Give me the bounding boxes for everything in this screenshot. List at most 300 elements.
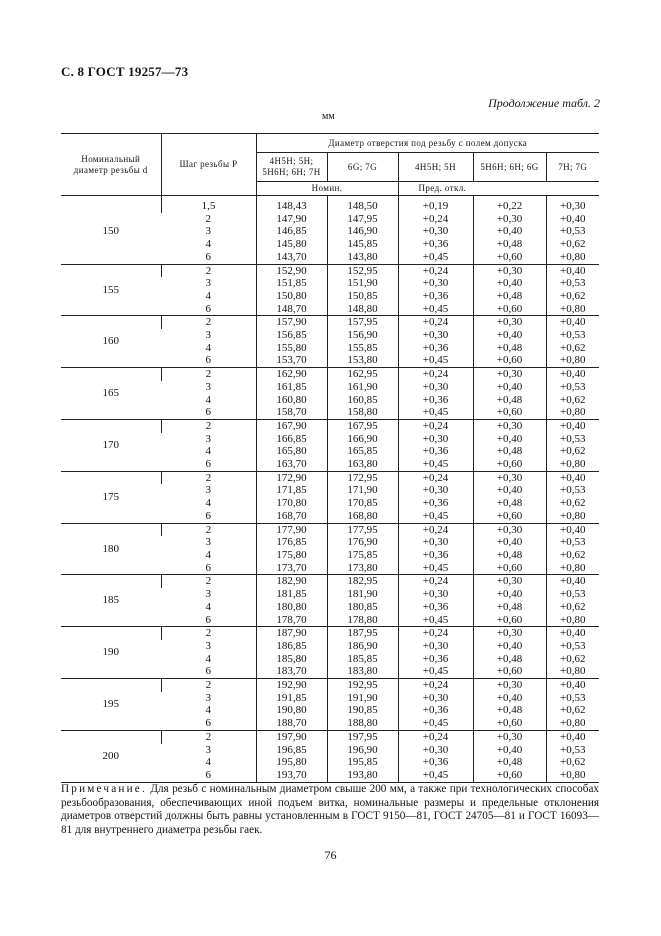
- cell-c: +0,30: [398, 536, 473, 549]
- nominal-diameter-cell: 200: [61, 730, 161, 782]
- cell-e: +0,80: [546, 406, 599, 419]
- cell-b: 175,85: [327, 549, 398, 562]
- cell-d: +0,60: [473, 354, 546, 367]
- cell-a: 193,70: [256, 769, 327, 782]
- cell-a: 182,90: [256, 575, 327, 588]
- cell-d: +0,60: [473, 562, 546, 575]
- cell-a: 192,90: [256, 679, 327, 692]
- cell-d: +0,60: [473, 251, 546, 264]
- cell-c: +0,36: [398, 290, 473, 303]
- cell-pitch: 2: [161, 627, 256, 640]
- cell-a: 176,85: [256, 536, 327, 549]
- cell-pitch: 3: [205, 225, 211, 238]
- cell-d: +0,30: [473, 679, 546, 692]
- cell-e: +0,80: [546, 251, 599, 264]
- cell-d: +0,48: [473, 497, 546, 510]
- cell-c: +0,45: [398, 614, 473, 627]
- cell-b: 192,95: [327, 679, 398, 692]
- cell-b: 183,80: [327, 665, 398, 678]
- cell-e: +0,62: [546, 290, 599, 303]
- cell-pitch: 3: [205, 639, 211, 652]
- table-row: [61, 196, 599, 213]
- cell-e: +0,80: [546, 458, 599, 471]
- cell-pitch: 4: [205, 548, 211, 561]
- cell-a: 151,85: [256, 277, 327, 290]
- cell-e: +0,62: [546, 653, 599, 666]
- cell-a: 168,70: [256, 510, 327, 523]
- cell-b: 177,95: [327, 523, 398, 536]
- cell-d: +0,30: [473, 419, 546, 432]
- cell-b: 191,90: [327, 692, 398, 705]
- column-header-hole-diameter: Диаметр отверстия под резьбу с полем допуска: [256, 134, 599, 153]
- cell-e: +0,80: [546, 354, 599, 367]
- column-header-tolerance-5: 7H; 7G: [546, 153, 599, 182]
- table-row: [61, 575, 599, 588]
- cell-b: 185,85: [327, 653, 398, 666]
- cell-b: 171,90: [327, 484, 398, 497]
- cell-b: 173,80: [327, 562, 398, 575]
- cell-d: +0,48: [473, 445, 546, 458]
- cell-d: +0,30: [473, 523, 546, 536]
- table-row: [61, 679, 599, 692]
- cell-pitch: 2: [161, 316, 256, 329]
- cell-c: +0,24: [398, 368, 473, 381]
- cell-e: +0,53: [546, 692, 599, 705]
- cell-c: +0,30: [398, 381, 473, 394]
- cell-c: +0,24: [398, 419, 473, 432]
- cell-b: 168,80: [327, 510, 398, 523]
- cell-a: 187,90: [256, 627, 327, 640]
- cell-d: +0,40: [473, 744, 546, 757]
- cell-a: 150,80: [256, 290, 327, 303]
- cell-d: +0,60: [473, 303, 546, 316]
- cell-d: +0,48: [473, 238, 546, 251]
- cell-d: +0,60: [473, 717, 546, 730]
- thread-diameter-table: [61, 133, 599, 783]
- cell-a: 148,43: [256, 196, 327, 213]
- cell-pitch: 6: [205, 250, 211, 263]
- cell-b: 148,50: [327, 196, 398, 213]
- cell-pitch: 4: [205, 497, 211, 510]
- cell-a: 156,85: [256, 329, 327, 342]
- cell-c: +0,45: [398, 665, 473, 678]
- cell-e: +0,53: [546, 536, 599, 549]
- cell-a: 147,90: [256, 213, 327, 226]
- cell-a: 163,70: [256, 458, 327, 471]
- cell-c: +0,45: [398, 458, 473, 471]
- table-row: [61, 471, 599, 484]
- cell-c: +0,30: [398, 640, 473, 653]
- column-header-tolerance-3: 4H5H; 5H: [398, 153, 473, 182]
- cell-pitch: 2: [161, 264, 256, 277]
- cell-pitch: 6: [205, 613, 211, 626]
- cell-c: +0,24: [398, 627, 473, 640]
- cell-c: +0,30: [398, 329, 473, 342]
- cell-pitch: 3: [205, 536, 211, 549]
- table-body: [61, 196, 599, 783]
- cell-c: +0,36: [398, 497, 473, 510]
- nominal-diameter-cell: 190: [61, 627, 161, 679]
- cell-e: +0,62: [546, 394, 599, 407]
- cell-a: 173,70: [256, 562, 327, 575]
- cell-d: +0,60: [473, 665, 546, 678]
- cell-pitch: 4: [205, 600, 211, 613]
- table-row: [61, 264, 599, 277]
- cell-c: +0,30: [398, 484, 473, 497]
- cell-b: 181,90: [327, 588, 398, 601]
- cell-a: 162,90: [256, 368, 327, 381]
- cell-pitch: 6: [205, 302, 211, 315]
- table-row: [61, 627, 599, 640]
- cell-b: 155,85: [327, 342, 398, 355]
- cell-e: +0,62: [546, 601, 599, 614]
- cell-a: 161,85: [256, 381, 327, 394]
- cell-d: +0,30: [473, 575, 546, 588]
- cell-b: 196,90: [327, 744, 398, 757]
- cell-c: +0,36: [398, 549, 473, 562]
- cell-pitch: 6: [205, 665, 211, 678]
- cell-e: +0,40: [546, 627, 599, 640]
- cell-b: 197,95: [327, 730, 398, 743]
- cell-c: +0,30: [398, 225, 473, 238]
- cell-pitch: 2: [205, 212, 211, 225]
- cell-a: 155,80: [256, 342, 327, 355]
- cell-d: +0,40: [473, 536, 546, 549]
- table-row: [61, 419, 599, 432]
- cell-b: 156,90: [327, 329, 398, 342]
- cell-pitch: 6: [205, 458, 211, 471]
- cell-b: 190,85: [327, 704, 398, 717]
- cell-a: 157,90: [256, 316, 327, 329]
- column-header-tolerance-4: 5H6H; 6H; 6G: [473, 153, 546, 182]
- cell-a: 177,90: [256, 523, 327, 536]
- cell-pitch: 6: [205, 561, 211, 574]
- cell-b: 162,95: [327, 368, 398, 381]
- cell-b: 143,80: [327, 251, 398, 264]
- nominal-diameter-cell: 195: [61, 679, 161, 731]
- nominal-diameter-cell: 170: [61, 419, 161, 471]
- cell-d: +0,48: [473, 394, 546, 407]
- cell-a: 152,90: [256, 264, 327, 277]
- table-continuation-label: Продолжение табл. 2: [488, 96, 600, 110]
- cell-e: +0,40: [546, 523, 599, 536]
- cell-c: +0,24: [398, 575, 473, 588]
- footnote-label: Примечание.: [61, 783, 147, 795]
- cell-d: +0,30: [473, 368, 546, 381]
- table-row: [61, 730, 599, 743]
- cell-d: +0,30: [473, 471, 546, 484]
- footnote-text: Для резьб с номинальным диаметром свыше 200 мм, а также при технологических способах резьбообразования, обеспечивающих иной подъем витка, номинальные размеры и предельные отклонения диаметров отверстий должны быть равны установленным в ГОСТ 9150—81, ГОСТ 24705—81 и ГОСТ 16093—81 для внутреннего диаметра резьбы гаек.: [61, 783, 600, 836]
- cell-d: +0,40: [473, 640, 546, 653]
- cell-c: +0,30: [398, 588, 473, 601]
- column-header-nominal-values: Номин.: [256, 182, 398, 196]
- cell-e: +0,80: [546, 510, 599, 523]
- cell-d: +0,30: [473, 264, 546, 277]
- cell-d: +0,48: [473, 342, 546, 355]
- cell-b: 186,90: [327, 640, 398, 653]
- cell-c: +0,36: [398, 601, 473, 614]
- cell-pitch: 3: [205, 743, 211, 756]
- cell-pitch: 2: [161, 679, 256, 692]
- cell-b: 172,95: [327, 471, 398, 484]
- cell-c: +0,30: [398, 692, 473, 705]
- cell-pitch: 3: [205, 329, 211, 342]
- cell-b: 151,90: [327, 277, 398, 290]
- cell-e: +0,40: [546, 213, 599, 226]
- cell-d: +0,48: [473, 704, 546, 717]
- nominal-diameter-cell: 150: [102, 225, 119, 238]
- cell-pitch: 2: [161, 730, 256, 743]
- cell-pitch: 4: [205, 652, 211, 665]
- cell-b: 195,85: [327, 756, 398, 769]
- column-header-tolerance-2: 6G; 7G: [327, 153, 398, 182]
- cell-e: +0,80: [546, 665, 599, 678]
- cell-a: 186,85: [256, 640, 327, 653]
- cell-b: 153,80: [327, 354, 398, 367]
- cell-pitch: 4: [205, 704, 211, 717]
- cell-c: +0,30: [398, 277, 473, 290]
- cell-e: +0,53: [546, 329, 599, 342]
- cell-e: +0,53: [546, 588, 599, 601]
- cell-c: +0,36: [398, 756, 473, 769]
- cell-pitch: 6: [205, 768, 211, 781]
- cell-c: +0,30: [398, 744, 473, 757]
- cell-d: +0,30: [473, 213, 546, 226]
- cell-d: +0,60: [473, 614, 546, 627]
- cell-e: +0,80: [546, 562, 599, 575]
- cell-pitch: 4: [205, 238, 211, 251]
- cell-a: 180,80: [256, 601, 327, 614]
- cell-e: +0,53: [546, 381, 599, 394]
- table-row: [61, 368, 599, 381]
- cell-c: +0,45: [398, 354, 473, 367]
- cell-b: 187,95: [327, 627, 398, 640]
- cell-b: 147,95: [327, 213, 398, 226]
- cell-pitch: 3: [205, 380, 211, 393]
- cell-pitch: 4: [205, 341, 211, 354]
- cell-b: 188,80: [327, 717, 398, 730]
- cell-pitch: 3: [205, 691, 211, 704]
- cell-b: 176,90: [327, 536, 398, 549]
- cell-pitch: 3: [205, 588, 211, 601]
- cell-e: +0,62: [546, 704, 599, 717]
- cell-a: 143,70: [256, 251, 327, 264]
- page-header: С. 8 ГОСТ 19257—73: [61, 64, 189, 79]
- cell-a: 191,85: [256, 692, 327, 705]
- cell-b: 148,80: [327, 303, 398, 316]
- nominal-diameter-cell: 185: [61, 575, 161, 627]
- cell-c: +0,45: [398, 769, 473, 782]
- cell-d: +0,48: [473, 756, 546, 769]
- cell-e: +0,80: [546, 717, 599, 730]
- cell-c: +0,30: [398, 433, 473, 446]
- cell-a: 170,80: [256, 497, 327, 510]
- cell-a: 167,90: [256, 419, 327, 432]
- cell-c: +0,45: [398, 303, 473, 316]
- cell-a: 183,70: [256, 665, 327, 678]
- cell-a: 197,90: [256, 730, 327, 743]
- cell-e: +0,53: [546, 433, 599, 446]
- cell-b: 157,95: [327, 316, 398, 329]
- footnote: [61, 783, 599, 837]
- cell-pitch: 6: [205, 509, 211, 522]
- nominal-diameter-cell: 165: [61, 368, 161, 420]
- cell-a: 166,85: [256, 433, 327, 446]
- cell-d: +0,60: [473, 458, 546, 471]
- column-header-pitch: Шаг резьбы P: [161, 134, 256, 196]
- cell-c: +0,24: [398, 471, 473, 484]
- cell-e: +0,62: [546, 497, 599, 510]
- cell-e: +0,62: [546, 342, 599, 355]
- cell-a: 188,70: [256, 717, 327, 730]
- column-header-nominal-diameter: Номинальный диаметр резьбы d: [61, 134, 161, 196]
- cell-b: 170,85: [327, 497, 398, 510]
- cell-b: 150,85: [327, 290, 398, 303]
- cell-d: +0,60: [473, 769, 546, 782]
- column-header-tolerance-1: 4H5H; 5H; 5H6H; 6H; 7H: [256, 153, 327, 182]
- cell-d: +0,40: [473, 588, 546, 601]
- cell-d: +0,40: [473, 225, 546, 238]
- cell-c: +0,36: [398, 394, 473, 407]
- cell-b: 165,85: [327, 445, 398, 458]
- cell-pitch: 4: [205, 289, 211, 302]
- cell-e: +0,53: [546, 744, 599, 757]
- cell-pitch: 2: [161, 471, 256, 484]
- cell-d: +0,40: [473, 692, 546, 705]
- cell-e: +0,62: [546, 549, 599, 562]
- cell-pitch: 2: [161, 368, 256, 381]
- cell-b: 193,80: [327, 769, 398, 782]
- nominal-diameter-cell: 155: [61, 264, 161, 316]
- cell-c: +0,36: [398, 342, 473, 355]
- cell-d: +0,60: [473, 510, 546, 523]
- cell-d: +0,30: [473, 730, 546, 743]
- cell-a: 196,85: [256, 744, 327, 757]
- cell-a: 160,80: [256, 394, 327, 407]
- cell-a: 195,80: [256, 756, 327, 769]
- cell-e: +0,40: [546, 679, 599, 692]
- cell-a: 178,70: [256, 614, 327, 627]
- cell-e: +0,80: [546, 614, 599, 627]
- cell-c: +0,36: [398, 704, 473, 717]
- cell-a: 146,85: [256, 225, 327, 238]
- cell-a: 172,90: [256, 471, 327, 484]
- cell-d: +0,40: [473, 329, 546, 342]
- cell-pitch: 2: [161, 575, 256, 588]
- cell-e: +0,40: [546, 316, 599, 329]
- page-number: 76: [324, 848, 337, 862]
- cell-e: +0,40: [546, 730, 599, 743]
- cell-pitch: 3: [205, 484, 211, 497]
- cell-d: +0,40: [473, 433, 546, 446]
- cell-b: 146,90: [327, 225, 398, 238]
- table-row: [61, 316, 599, 329]
- cell-a: 153,70: [256, 354, 327, 367]
- cell-e: +0,80: [546, 303, 599, 316]
- cell-e: +0,40: [546, 368, 599, 381]
- cell-c: +0,24: [398, 264, 473, 277]
- cell-d: +0,48: [473, 601, 546, 614]
- cell-a: 158,70: [256, 406, 327, 419]
- cell-c: +0,45: [398, 251, 473, 264]
- cell-b: 161,90: [327, 381, 398, 394]
- cell-pitch: 6: [205, 354, 211, 367]
- cell-b: 145,85: [327, 238, 398, 251]
- cell-e: +0,62: [546, 238, 599, 251]
- cell-d: +0,40: [473, 277, 546, 290]
- cell-e: +0,53: [546, 277, 599, 290]
- cell-b: 167,95: [327, 419, 398, 432]
- cell-e: +0,53: [546, 640, 599, 653]
- cell-a: 175,80: [256, 549, 327, 562]
- cell-pitch: 3: [205, 277, 211, 290]
- cell-a: 185,80: [256, 653, 327, 666]
- cell-c: +0,24: [398, 523, 473, 536]
- cell-c: +0,45: [398, 406, 473, 419]
- nominal-diameter-cell: 180: [61, 523, 161, 575]
- cell-c: +0,24: [398, 213, 473, 226]
- cell-a: 145,80: [256, 238, 327, 251]
- cell-e: +0,53: [546, 225, 599, 238]
- cell-a: 181,85: [256, 588, 327, 601]
- cell-e: +0,30: [546, 196, 599, 213]
- cell-b: 182,95: [327, 575, 398, 588]
- cell-b: 152,95: [327, 264, 398, 277]
- cell-e: +0,40: [546, 264, 599, 277]
- cell-e: +0,62: [546, 445, 599, 458]
- cell-d: +0,30: [473, 316, 546, 329]
- cell-c: +0,24: [398, 316, 473, 329]
- units-label: мм: [322, 111, 335, 122]
- cell-b: 180,85: [327, 601, 398, 614]
- cell-e: +0,40: [546, 419, 599, 432]
- cell-c: +0,45: [398, 562, 473, 575]
- cell-c: +0,24: [398, 730, 473, 743]
- cell-e: +0,40: [546, 575, 599, 588]
- cell-c: +0,45: [398, 510, 473, 523]
- cell-pitch: 4: [205, 756, 211, 769]
- cell-pitch: 4: [205, 445, 211, 458]
- cell-e: +0,53: [546, 484, 599, 497]
- cell-b: 160,85: [327, 394, 398, 407]
- cell-pitch: 4: [205, 393, 211, 406]
- cell-e: +0,40: [546, 471, 599, 484]
- cell-pitch: 3: [205, 432, 211, 445]
- cell-c: +0,45: [398, 717, 473, 730]
- cell-pitch: 2: [161, 419, 256, 432]
- cell-b: 178,80: [327, 614, 398, 627]
- cell-a: 190,80: [256, 704, 327, 717]
- cell-d: +0,22: [473, 196, 546, 213]
- cell-b: 166,90: [327, 433, 398, 446]
- cell-c: +0,36: [398, 238, 473, 251]
- column-header-limit-deviations: Пред. откл.: [398, 182, 599, 196]
- cell-d: +0,40: [473, 484, 546, 497]
- cell-e: +0,80: [546, 769, 599, 782]
- cell-d: +0,40: [473, 381, 546, 394]
- cell-d: +0,48: [473, 290, 546, 303]
- table-row: [61, 523, 599, 536]
- cell-d: +0,60: [473, 406, 546, 419]
- cell-a: 148,70: [256, 303, 327, 316]
- cell-a: 165,80: [256, 445, 327, 458]
- cell-b: 158,80: [327, 406, 398, 419]
- cell-d: +0,30: [473, 627, 546, 640]
- cell-c: +0,24: [398, 679, 473, 692]
- cell-d: +0,48: [473, 549, 546, 562]
- nominal-diameter-cell: 160: [61, 316, 161, 368]
- cell-pitch: 2: [161, 523, 256, 536]
